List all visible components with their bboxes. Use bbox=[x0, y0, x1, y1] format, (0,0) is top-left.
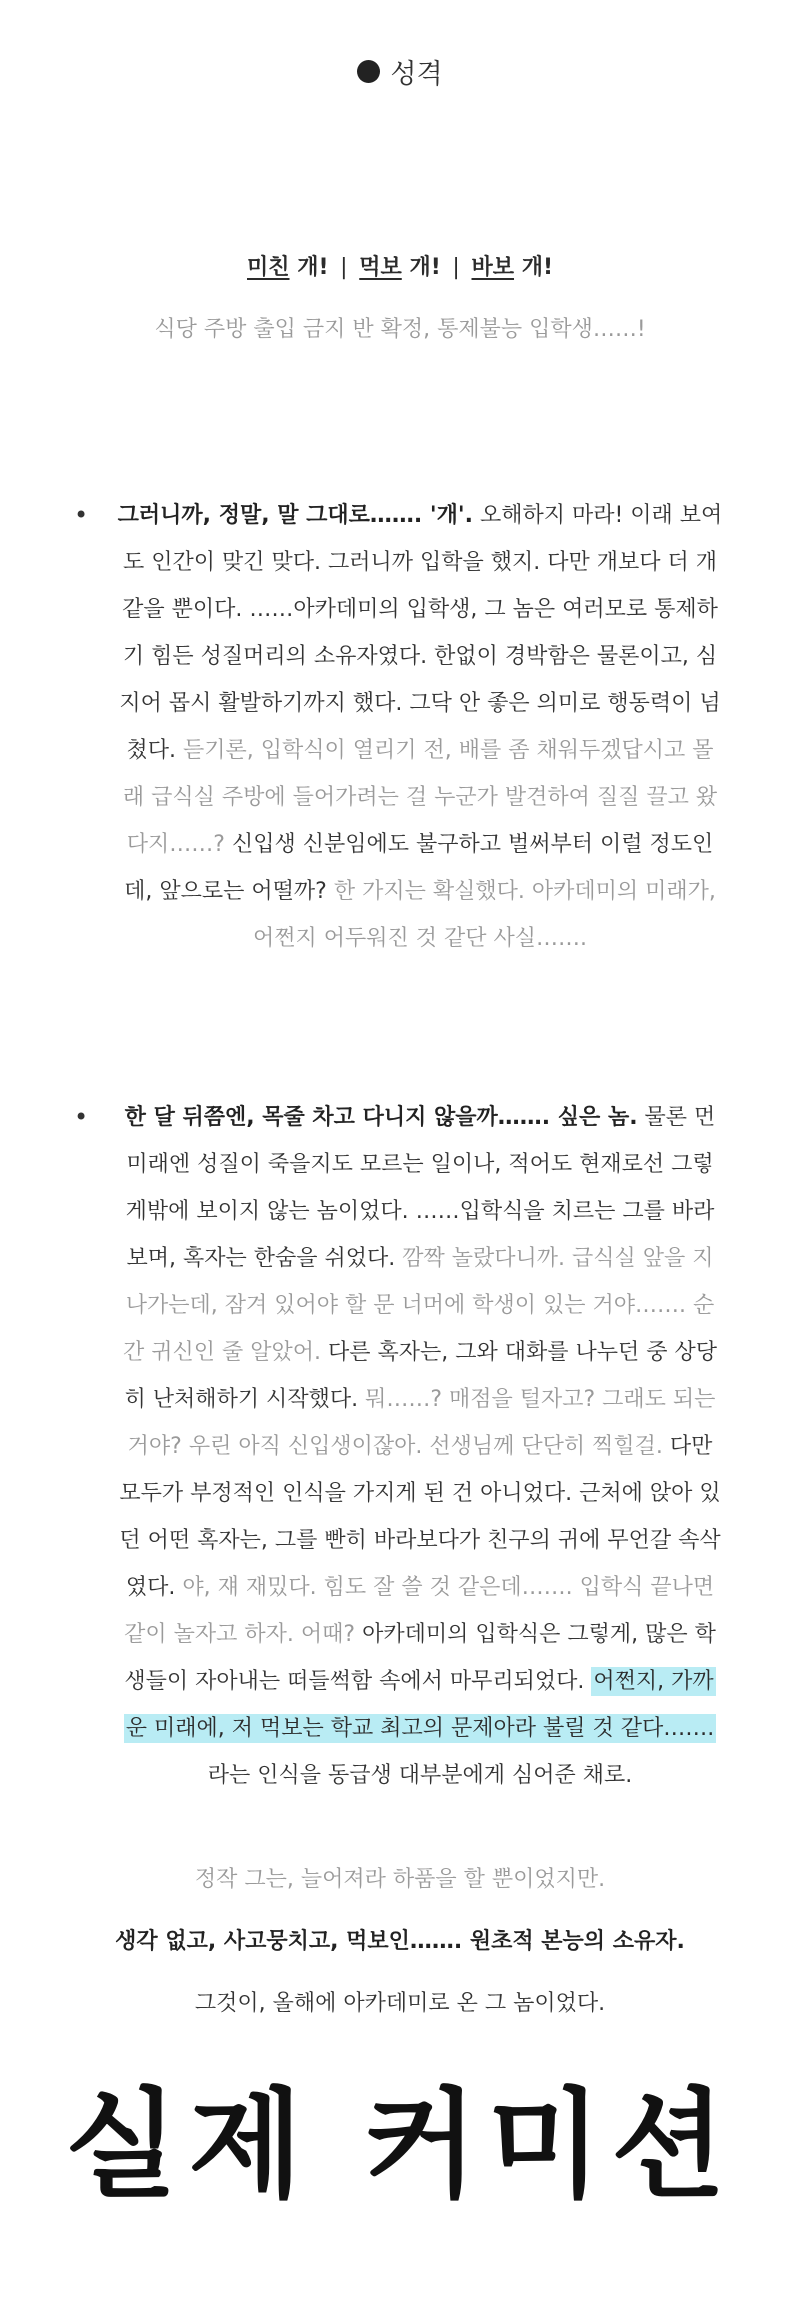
text-run: 쳤다. bbox=[126, 738, 176, 763]
text-run: 보며, 혹자는 한숨을 쉬었다. bbox=[126, 1246, 396, 1271]
bullet-circle-icon bbox=[357, 60, 380, 83]
text-run: 던 어떤 혹자는, 그를 빤히 바라보다가 친구의 귀에 무언갈 속삭 bbox=[119, 1528, 721, 1553]
text-run: 뭐……? 매점을 털자고? 그래도 되는 bbox=[358, 1387, 716, 1412]
paragraph-line bbox=[100, 1760, 740, 1792]
paragraph-line bbox=[100, 1337, 740, 1369]
text-run: 미래엔 성질이 죽을지도 모르는 일이나, 적어도 현재로선 그렇 bbox=[126, 1152, 714, 1177]
text-run: 다지……? bbox=[126, 832, 225, 857]
section-header bbox=[0, 52, 800, 91]
text-run: 어쩐지 어두워진 것 같단 사실……. bbox=[253, 926, 587, 951]
tagline-separator: | bbox=[340, 255, 348, 280]
text-run: 도 인간이 맞긴 맞다. 그러니까 입학을 했지. 다만 개보다 더 개 bbox=[123, 550, 717, 575]
closing-line-3: 그것이, 올해에 아카데미로 온 그 놈이었다. bbox=[194, 1991, 606, 2016]
paragraph-line bbox=[100, 1196, 740, 1228]
text-run: 간 귀신인 줄 알았어. bbox=[123, 1340, 321, 1365]
paragraph-line bbox=[100, 1572, 740, 1604]
text-run: 기 힘든 성질머리의 소유자였다. 한없이 경박함은 물론이고, 심 bbox=[122, 644, 718, 669]
text-run: 지어 몹시 활발하기까지 했다. 그닥 안 좋은 의미로 행동력이 넘 bbox=[119, 691, 721, 716]
text-run: 그러니까, 정말, 말 그대로……. '개'. bbox=[117, 503, 473, 528]
paragraph-line bbox=[100, 1619, 740, 1651]
paragraph-line bbox=[100, 641, 740, 673]
tagline-subtitle: 식당 주방 출입 금지 반 확정, 통제불능 입학생……! bbox=[154, 317, 646, 342]
paragraph-line bbox=[100, 1478, 740, 1510]
closing-line-1: 정작 그는, 늘어져라 하품을 할 뿐이었지만. bbox=[194, 1867, 606, 1892]
bullet-point-icon: • bbox=[74, 501, 89, 529]
tagline-suffix-3: 개! bbox=[521, 255, 553, 280]
paragraph-line bbox=[100, 735, 740, 767]
paragraph-line bbox=[100, 1666, 740, 1698]
highlighted-text: 운 미래에, 저 먹보는 학교 최고의 문제아라 불릴 것 같다……. bbox=[125, 1716, 715, 1741]
text-run: 듣기론, 입학식이 열리기 전, 배를 좀 채워두겠답시고 몰 bbox=[176, 738, 714, 763]
paragraph-line bbox=[100, 594, 740, 626]
tagline-suffix-2: 개! bbox=[409, 255, 441, 280]
text-run: 물론 먼 bbox=[637, 1105, 716, 1130]
text-run: 같을 뿐이다. ……아카데미의 입학생, 그 놈은 여러모로 통제하 bbox=[122, 597, 718, 622]
tagline-word-2: 먹보 bbox=[359, 255, 402, 280]
text-run: 다만 bbox=[662, 1434, 713, 1459]
paragraph-line bbox=[100, 1713, 740, 1745]
tagline-suffix-1: 개! bbox=[297, 255, 329, 280]
paragraph-line bbox=[100, 500, 740, 532]
text-run: 였다. bbox=[125, 1575, 176, 1600]
paragraph-line bbox=[100, 782, 740, 814]
text-run: 데, 앞으로는 어떨까? bbox=[124, 879, 327, 904]
text-run: 히 난처해하기 시작했다. bbox=[124, 1387, 359, 1412]
text-run: 깜짝 놀랐다니까. 급식실 앞을 지 bbox=[395, 1246, 714, 1271]
text-run: 게밖에 보이지 않는 놈이었다. ……입학식을 치르는 그를 바라 bbox=[125, 1199, 715, 1224]
text-run: 같이 놀자고 하자. 어때? bbox=[124, 1622, 356, 1647]
paragraph-line bbox=[100, 547, 740, 579]
text-run: 오해하지 마라! 이래 보여 bbox=[472, 503, 723, 528]
text-run: 라는 인식을 동급생 대부분에게 심어준 채로. bbox=[207, 1763, 633, 1788]
tagline-separator: | bbox=[452, 255, 460, 280]
paragraph-line bbox=[100, 1525, 740, 1557]
tagline-word-3: 바보 bbox=[471, 255, 515, 280]
tagline-word-1: 미친 bbox=[247, 255, 290, 280]
text-run: 생들이 자아내는 떠들썩함 속에서 마무리되었다. bbox=[124, 1669, 585, 1694]
text-run: 한 가지는 확실했다. 아카데미의 미래가, bbox=[326, 879, 716, 904]
text-run: 신입생 신분임에도 불구하고 벌써부터 이럴 정도인 bbox=[224, 832, 714, 857]
tagline bbox=[0, 250, 800, 281]
highlighted-text: 어쩐지, 가까 bbox=[593, 1669, 714, 1694]
text-run: 모두가 부정적인 인식을 가지게 된 건 아니었다. 근처에 앉아 있 bbox=[119, 1481, 721, 1506]
paragraph-line bbox=[100, 1243, 740, 1275]
text-run: 아카데미의 입학식은 그렇게, 많은 학 bbox=[355, 1622, 716, 1647]
closing-line-2: 생각 없고, 사고뭉치고, 먹보인……. 원초적 본능의 소유자. bbox=[115, 1929, 685, 1954]
text-run: 한 달 뒤쯤엔, 목줄 차고 다니지 않을까……. 싶은 놈. bbox=[124, 1105, 638, 1130]
paragraph-line bbox=[100, 1102, 740, 1134]
bullet-point-icon: • bbox=[74, 1103, 89, 1131]
section-title: 성격 bbox=[390, 59, 443, 90]
text-run: 래 급식실 주방에 들어가려는 걸 누군가 발견하여 질질 끌고 왔 bbox=[122, 785, 718, 810]
paragraph-line bbox=[100, 1431, 740, 1463]
paragraph-line bbox=[100, 923, 740, 955]
paragraph-line bbox=[100, 876, 740, 908]
text-run: 다른 혹자는, 그와 대화를 나누던 중 상당 bbox=[321, 1340, 717, 1365]
text-run: 야, 쟤 재밌다. 힘도 잘 쓸 것 같은데……. 입학식 끝나면 bbox=[175, 1575, 715, 1600]
paragraph-line bbox=[100, 1290, 740, 1322]
text-run: 거야? 우린 아직 신입생이잖아. 선생님께 단단히 찍힐걸. bbox=[127, 1434, 663, 1459]
paragraph-line bbox=[100, 829, 740, 861]
paragraph-line bbox=[100, 1149, 740, 1181]
text-run: 나가는데, 잠겨 있어야 할 문 너머에 학생이 있는 거야……. 순 bbox=[125, 1293, 715, 1318]
paragraph-line bbox=[100, 1384, 740, 1416]
commission-banner-title: 실제 커미션 bbox=[64, 2076, 736, 2214]
paragraph-line bbox=[100, 688, 740, 720]
